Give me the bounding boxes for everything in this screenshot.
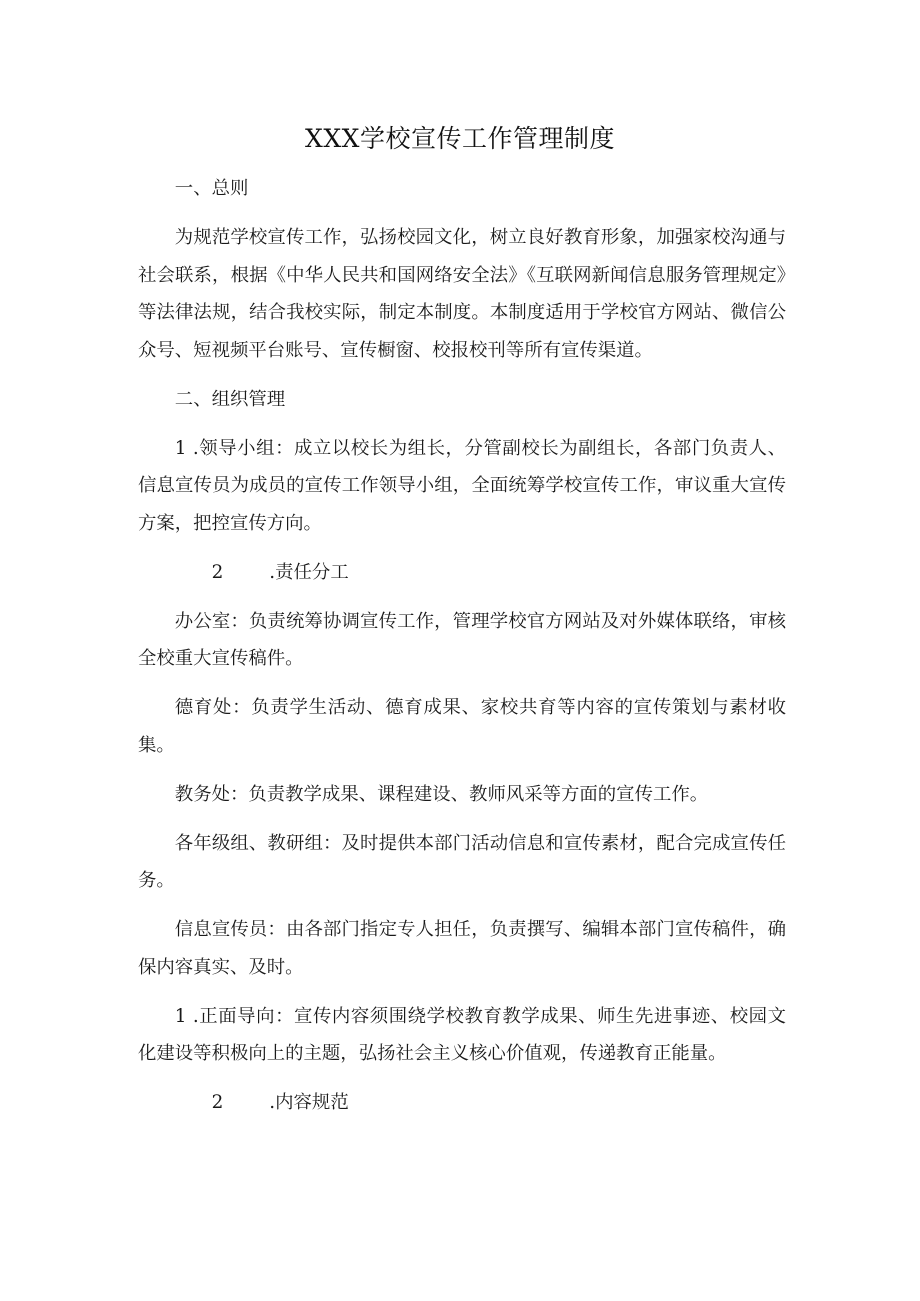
paragraph-office-duty: 办公室：负责统筹协调宣传工作，管理学校官方网站及对外媒体联络，审核全校重大宣传稿件。 bbox=[138, 610, 786, 669]
paragraph-purpose: 为规范学校宣传工作，弘扬校园文化，树立良好教育形象，加强家校沟通与社会联系，根据《中华人民共和国网络安全法》《互联网新闻信息服务管理规定》等法律法规，结合我校实际，制定本制度。本制度适用于学校官方网站、微信公众号、短视频平台账号、宣传橱窗、校报校刊等所有宣传渠道。 bbox=[138, 227, 786, 361]
document-title: XXX学校宣传工作管理制度 bbox=[305, 124, 615, 153]
paragraph-moral-education-duty: 德育处：负责学生活动、德育成果、家校共育等内容的宣传策划与素材收集。 bbox=[138, 697, 786, 756]
paragraph-leadership-group: 1 .领导小组：成立以校长为组长，分管副校长为副组长，各部门负责人、信息宣传员为成员的宣传工作领导小组，全面统筹学校宣传工作，审议重大宣传方案，把控宣传方向。 bbox=[138, 437, 786, 534]
paragraph-responsibility-heading bbox=[138, 554, 786, 592]
section-heading-general: 一、总则 bbox=[174, 178, 249, 199]
item-heading-text: .责任分工 bbox=[269, 561, 349, 583]
paragraph-information-officer-duty: 信息宣传员：由各部门指定专人担任，负责撰写、编辑本部门宣传稿件，确保内容真实、及时。 bbox=[138, 919, 786, 978]
item-number: 2 bbox=[211, 1092, 224, 1113]
document-body bbox=[138, 170, 786, 1133]
paragraph-academic-affairs-duty: 教务处：负责教学成果、课程建设、教师风采等方面的宣传工作。 bbox=[174, 783, 709, 805]
paragraph-grade-groups-duty: 各年级组、教研组：及时提供本部门活动信息和宣传素材，配合完成宣传任务。 bbox=[138, 832, 786, 891]
item-number: 2 bbox=[211, 561, 224, 583]
paragraph-positive-guidance: 1 .正面导向：宣传内容须围绕学校教育教学成果、师生先进事迹、校园文化建设等积极向上的主题，弘扬社会主义核心价值观，传递教育正能量。 bbox=[138, 1005, 786, 1064]
section-heading-organization: 二、组织管理 bbox=[174, 388, 286, 410]
item-heading-text: .内容规范 bbox=[269, 1092, 349, 1113]
paragraph-content-standards-heading bbox=[138, 1084, 786, 1122]
